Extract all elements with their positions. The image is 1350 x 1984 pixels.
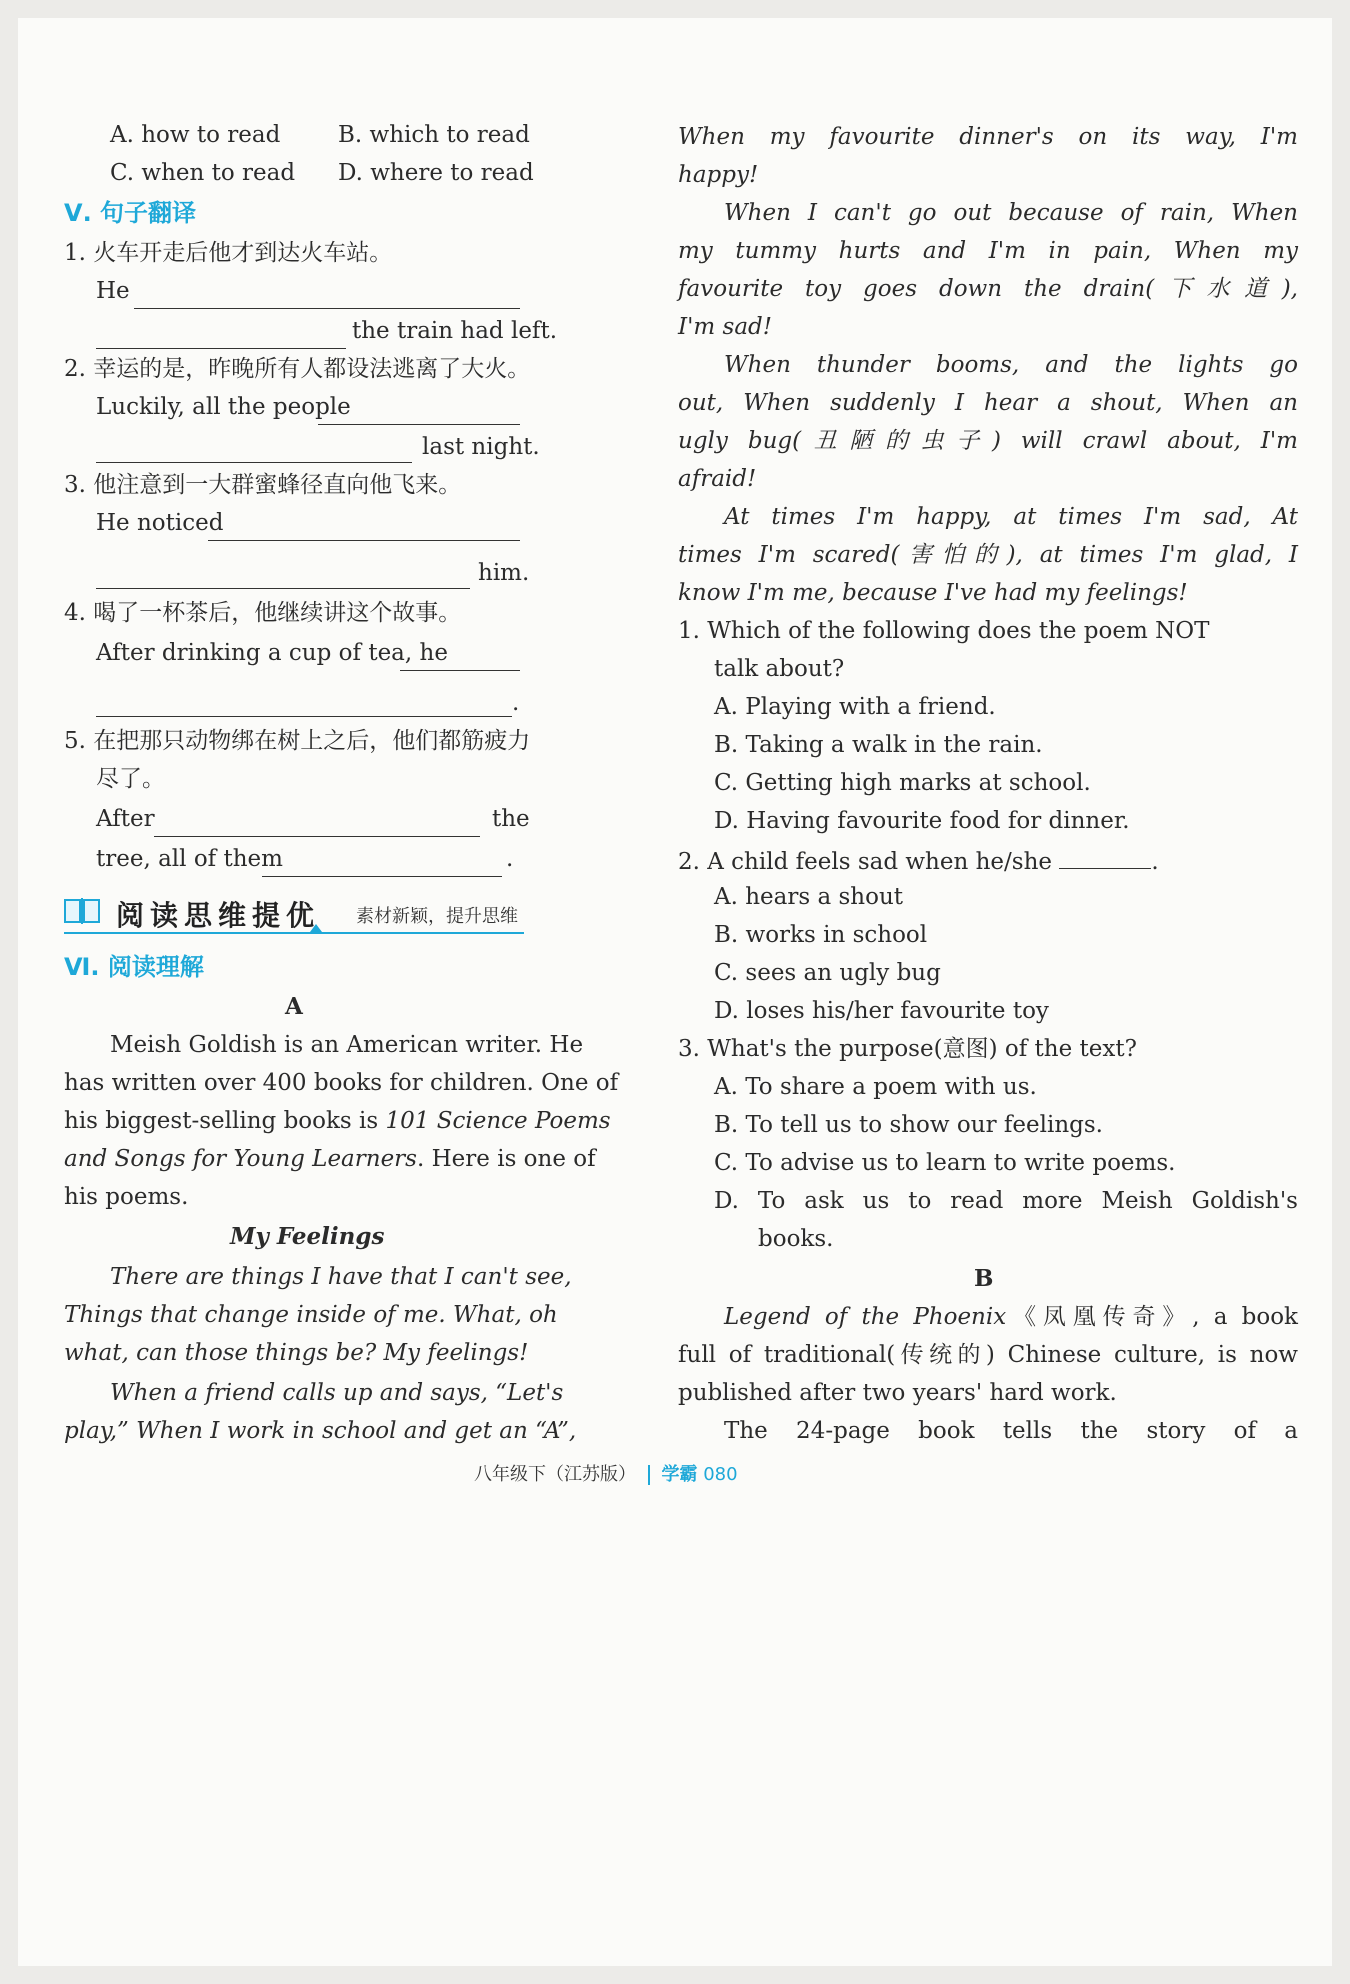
q2-answer-blank-2[interactable] xyxy=(96,438,412,463)
q2-chinese: 2. 幸运的是，昨晚所有人都设法逃离了大火。 xyxy=(64,356,531,382)
option-a: A. how to read xyxy=(110,122,281,148)
poem-line-2: Things that change inside of me. What, oh xyxy=(64,1302,558,1328)
poem-line-4: When a friend calls up and says, “Let's xyxy=(110,1380,564,1406)
q3-option-b[interactable]: B. To tell us to show our feelings. xyxy=(714,1112,1103,1138)
poem-line-16: At times I'm happy, at times I'm sad, At xyxy=(724,504,1298,530)
poem-line-3: what, can those things be? My feelings! xyxy=(64,1340,529,1366)
passage-a-label: A xyxy=(285,993,303,1020)
q3-start: He noticed xyxy=(96,510,224,536)
q2-answer-blank-1[interactable] xyxy=(318,400,520,425)
q2-stem: 2. A child feels sad when he/she . xyxy=(678,844,1159,877)
q1-stem-line2: talk about? xyxy=(714,656,845,682)
q4-start: After drinking a cup of tea, he xyxy=(96,640,448,666)
q1-option-b[interactable]: B. Taking a walk in the rain. xyxy=(714,732,1043,758)
q2-end: last night. xyxy=(422,434,540,460)
intro-line-5: his poems. xyxy=(64,1184,189,1210)
q1-start: He xyxy=(96,278,130,304)
q1-option-d[interactable]: D. Having favourite food for dinner. xyxy=(714,808,1130,834)
q1-end: the train had left. xyxy=(352,318,558,344)
passage-b-label: B xyxy=(974,1265,994,1292)
q3-option-d[interactable]: D. To ask us to read more Meish Goldish's xyxy=(714,1188,1298,1214)
book-title-part1: 101 Science Poems xyxy=(385,1108,611,1134)
poem-line-6: When my favourite dinner's on its way, I'm xyxy=(678,124,1298,150)
q5-end: . xyxy=(506,846,514,872)
poem-line-15: afraid! xyxy=(678,466,757,492)
q5-start: After xyxy=(96,806,155,832)
passage-b-line-3: published after two years' hard work. xyxy=(678,1380,1117,1406)
poem-line-17: times I'm scared(害怕的), at times I'm glad, I xyxy=(678,542,1298,568)
book-title-legend: Legend of the Phoenix xyxy=(724,1304,1007,1330)
reading-banner xyxy=(64,890,524,934)
page-number: 080 xyxy=(703,1464,738,1485)
q1-answer-blank-2[interactable] xyxy=(96,324,346,349)
q5-start2: tree, all of them xyxy=(96,846,283,872)
q2-start: Luckily, all the people xyxy=(96,394,351,420)
page-footer xyxy=(474,1460,738,1486)
q2-option-b[interactable]: B. works in school xyxy=(714,922,928,948)
q5-mid: the xyxy=(492,806,530,832)
q5-chinese-line1: 5. 在把那只动物绑在树上之后，他们都筋疲力 xyxy=(64,728,531,754)
poem-line-10: favourite toy goes down the drain(下水道), xyxy=(678,276,1298,302)
q1-stem-line1: 1. Which of the following does the poem NOT xyxy=(678,618,1210,644)
intro-line-2: has written over 400 books for children. One of xyxy=(64,1070,619,1096)
q4-answer-blank-1[interactable] xyxy=(400,646,520,671)
q3-end: him. xyxy=(478,560,530,586)
workbook-page xyxy=(18,18,1332,1966)
poem-line-9: my tummy hurts and I'm in pain, When my xyxy=(678,238,1298,264)
footer-divider xyxy=(648,1465,650,1485)
open-book-icon xyxy=(64,896,100,926)
intro-line-1: Meish Goldish is an American writer. He xyxy=(110,1032,584,1058)
q5-answer-blank-2[interactable] xyxy=(262,852,502,877)
passage-b-line-2: full of traditional(传统的) Chinese culture, is now xyxy=(678,1342,1298,1368)
q5-answer-blank-1[interactable] xyxy=(154,812,480,837)
poem-title: My Feelings xyxy=(230,1223,385,1250)
q3-option-c[interactable]: C. To advise us to learn to write poems. xyxy=(714,1150,1176,1176)
poem-line-7: happy! xyxy=(678,162,759,188)
poem-line-18: know I'm me, because I've had my feelings! xyxy=(678,580,1188,606)
banner-underline xyxy=(64,932,524,934)
poem-line-5: play,” When I work in school and get an “A”, xyxy=(64,1418,577,1444)
q3-option-d-cont: books. xyxy=(758,1226,834,1252)
intro-line-3: his biggest-selling books is 101 Science Poems xyxy=(64,1108,611,1134)
q3-answer-blank-1[interactable] xyxy=(208,516,520,541)
q3-option-a[interactable]: A. To share a poem with us. xyxy=(714,1074,1037,1100)
poem-line-13: out, When suddenly I hear a shout, When an xyxy=(678,390,1298,416)
option-d: D. where to read xyxy=(338,160,534,186)
q4-chinese: 4. 喝了一杯茶后，他继续讲这个故事。 xyxy=(64,600,462,626)
q1-chinese: 1. 火车开走后他才到达火车站。 xyxy=(64,240,393,266)
q3-answer-blank-2[interactable] xyxy=(96,564,470,589)
option-c: C. when to read xyxy=(110,160,296,186)
poem-line-14: ugly bug(丑陋的虫子) will crawl about, I'm xyxy=(678,428,1298,454)
poem-line-11: I'm sad! xyxy=(678,314,773,340)
q5-chinese-line2: 尽了。 xyxy=(96,766,165,792)
q2-option-a[interactable]: A. hears a shout xyxy=(714,884,904,910)
book-title-part2: and Songs for Young Learners xyxy=(64,1146,417,1172)
q2-answer-blank[interactable] xyxy=(1059,844,1151,869)
q3-chinese: 3. 他注意到一大群蜜蜂径直向他飞来。 xyxy=(64,472,462,498)
q4-answer-blank-2[interactable] xyxy=(96,692,512,717)
q3-stem: 3. What's the purpose(意图) of the text? xyxy=(678,1036,1137,1062)
q1-answer-blank-1[interactable] xyxy=(134,284,520,309)
q1-option-a[interactable]: A. Playing with a friend. xyxy=(714,694,996,720)
q2-option-c[interactable]: C. sees an ugly bug xyxy=(714,960,941,986)
passage-b-line-4: The 24-page book tells the story of a xyxy=(724,1418,1298,1444)
q1-option-c[interactable]: C. Getting high marks at school. xyxy=(714,770,1091,796)
grade-label: 八年级下（江苏版） xyxy=(474,1464,636,1485)
section-title-translation: Ⅴ. 句子翻译 xyxy=(64,199,197,227)
option-b: B. which to read xyxy=(338,122,530,148)
brand-label: 学霸 xyxy=(661,1464,698,1485)
banner-subtitle: 素材新颖，提升思维 xyxy=(356,906,518,927)
banner-marker xyxy=(310,924,322,932)
passage-b-line-1: Legend of the Phoenix《凤凰传奇》, a book xyxy=(724,1304,1298,1330)
poem-line-1: There are things I have that I can't see, xyxy=(110,1264,572,1290)
section-title-reading: Ⅵ. 阅读理解 xyxy=(64,953,204,981)
poem-line-8: When I can't go out because of rain, When xyxy=(724,200,1298,226)
q2-option-d[interactable]: D. loses his/her favourite toy xyxy=(714,998,1049,1024)
q4-end: . xyxy=(512,690,520,716)
intro-line-4: and Songs for Young Learners. Here is one of xyxy=(64,1146,596,1172)
banner-title: 阅读思维提优 xyxy=(116,899,321,932)
poem-line-12: When thunder booms, and the lights go xyxy=(724,352,1298,378)
